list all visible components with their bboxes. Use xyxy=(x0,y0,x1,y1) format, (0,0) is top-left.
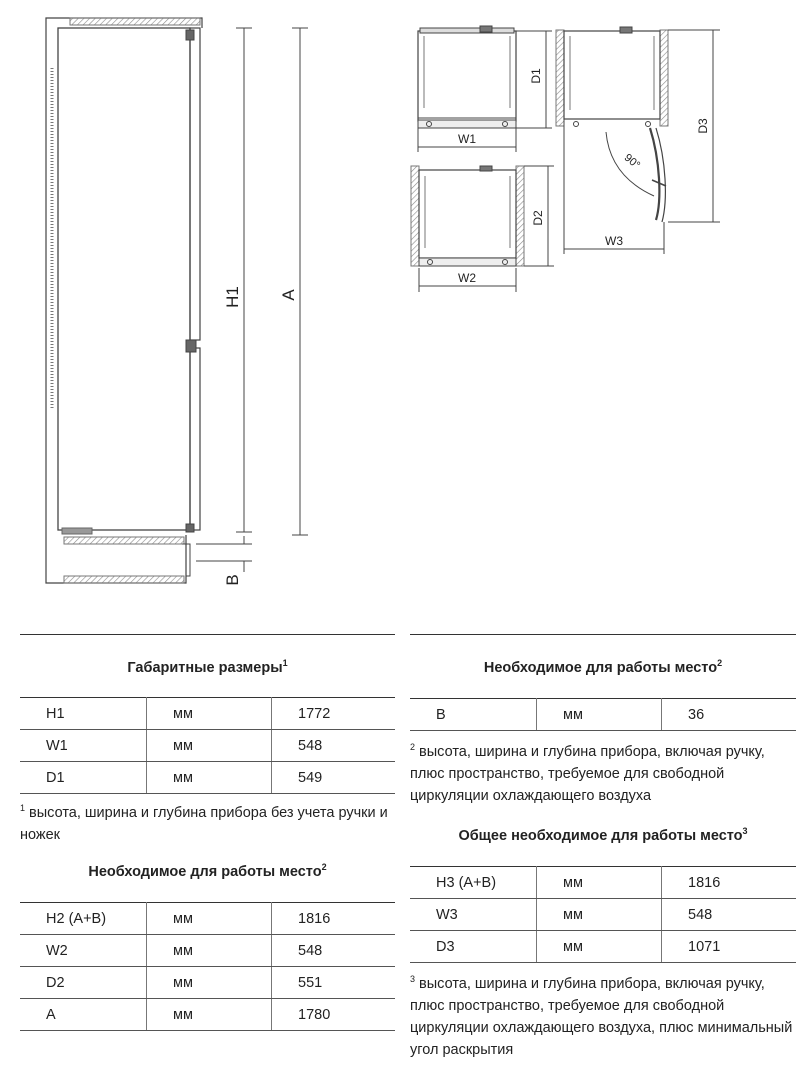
dimension-value: 1816 xyxy=(272,903,396,935)
dimension-value: 548 xyxy=(272,935,396,967)
dimension-name: H3 (A+B) xyxy=(410,867,537,899)
table-row xyxy=(20,967,395,999)
dimension-unit: мм xyxy=(147,730,272,762)
total-space-table xyxy=(410,866,796,963)
table-row xyxy=(20,698,395,730)
dimension-unit: мм xyxy=(537,699,662,731)
dimension-value: 1816 xyxy=(662,867,797,899)
work-space-footnote xyxy=(410,741,796,807)
table-row xyxy=(20,935,395,967)
work-space-right-title: Необходимое для работы место xyxy=(483,660,718,676)
upper-door xyxy=(190,28,200,340)
total-space-heading xyxy=(410,826,796,846)
total-space-title: Общее необходимое для работы место xyxy=(458,828,743,844)
work-space-right-table xyxy=(410,698,796,731)
dimension-name: D3 xyxy=(410,931,537,963)
lower-hinge-icon xyxy=(186,524,194,532)
label-b: B xyxy=(223,574,242,586)
table-row xyxy=(20,762,395,794)
dimension-unit: мм xyxy=(147,698,272,730)
dimension-name: D2 xyxy=(20,967,147,999)
table-row xyxy=(410,699,796,731)
gabarit-heading xyxy=(20,658,395,678)
dimension-value: 1071 xyxy=(662,931,797,963)
work-space-right-mark: 2 xyxy=(717,658,723,668)
dimension-name: W3 xyxy=(410,899,537,931)
dimension-unit: мм xyxy=(147,903,272,935)
label-d1: D1 xyxy=(529,68,543,84)
gabarit-table xyxy=(20,697,395,794)
label-h1: H1 xyxy=(223,286,242,308)
fridge-body xyxy=(58,28,190,530)
work-space-note-mark: 2 xyxy=(410,742,416,752)
label-d2: D2 xyxy=(531,210,545,226)
niche-outline xyxy=(46,18,202,583)
work-space-right-heading xyxy=(410,658,796,678)
gabarit-title: Габаритные размеры xyxy=(127,660,283,676)
plan-view-2 xyxy=(411,166,554,292)
foot-icon xyxy=(62,528,92,534)
gabarit-note-mark: 1 xyxy=(20,803,26,813)
dimension-value: 548 xyxy=(662,899,797,931)
label-90-deg: 90° xyxy=(621,151,643,172)
table-row xyxy=(20,999,395,1031)
table-row xyxy=(410,931,796,963)
dimension-unit: мм xyxy=(537,931,662,963)
dimension-value: 551 xyxy=(272,967,396,999)
work-space-left-mark: 2 xyxy=(321,862,327,872)
dimension-unit: мм xyxy=(147,762,272,794)
upper-hinge-icon xyxy=(186,30,194,40)
work-space-left-heading xyxy=(20,862,395,882)
label-d3: D3 xyxy=(696,118,710,134)
gabarit-note-text: высота, ширина и глубина прибора без учета ручки и ножек xyxy=(20,805,388,843)
dimension-name: D1 xyxy=(20,762,147,794)
total-space-note-text: высота, ширина и глубина прибора, включая ручку, плюс пространство, требуемое для свободной циркуляции охлаждающего воздуха, плюс минимальный угол раскрытия xyxy=(410,976,793,1058)
dimension-name: A xyxy=(20,999,147,1031)
plinth-hatch xyxy=(64,537,184,544)
dimension-name: W2 xyxy=(20,935,147,967)
dimension-unit: мм xyxy=(537,867,662,899)
right-column xyxy=(410,634,796,1061)
table-row xyxy=(410,899,796,931)
middle-hinge-icon xyxy=(186,340,196,352)
work-space-left-table xyxy=(20,902,395,1031)
dimension-name: H1 xyxy=(20,698,147,730)
table-row xyxy=(20,730,395,762)
dimension-unit: мм xyxy=(537,899,662,931)
work-space-left-title: Необходимое для работы место xyxy=(88,864,322,880)
plan-view-1 xyxy=(418,26,552,152)
dimension-value: 1780 xyxy=(272,999,396,1031)
dimension-unit: мм xyxy=(147,967,272,999)
gabarit-footnote xyxy=(20,802,395,846)
dimension-value: 1772 xyxy=(272,698,396,730)
dimension-value: 548 xyxy=(272,730,396,762)
label-a: A xyxy=(279,289,298,301)
lower-door xyxy=(190,348,200,530)
label-w2: W2 xyxy=(458,271,476,285)
total-space-footnote xyxy=(410,973,796,1061)
dimension-name: H2 (A+B) xyxy=(20,903,147,935)
dimension-unit: мм xyxy=(147,999,272,1031)
niche-bottom-hatch xyxy=(64,576,184,583)
total-space-mark: 3 xyxy=(742,826,748,836)
dimension-value: 549 xyxy=(272,762,396,794)
niche-top-hatch xyxy=(70,18,200,25)
total-space-note-mark: 3 xyxy=(410,974,416,984)
plan-view-3 xyxy=(556,27,720,254)
label-w3: W3 xyxy=(605,234,623,248)
label-w1: W1 xyxy=(458,132,476,146)
left-column xyxy=(20,634,395,1031)
table-row xyxy=(20,903,395,935)
dimension-value: 36 xyxy=(662,699,797,731)
dimension-name: W1 xyxy=(20,730,147,762)
side-view-drawing xyxy=(46,18,308,586)
dimension-name: B xyxy=(410,699,537,731)
table-row xyxy=(410,867,796,899)
gabarit-footnote-mark: 1 xyxy=(282,658,288,668)
work-space-note-text: высота, ширина и глубина прибора, включая ручку, плюс пространство, требуемое для свободной циркуляции охлаждающего воздуха xyxy=(410,744,765,804)
dimension-unit: мм xyxy=(147,935,272,967)
